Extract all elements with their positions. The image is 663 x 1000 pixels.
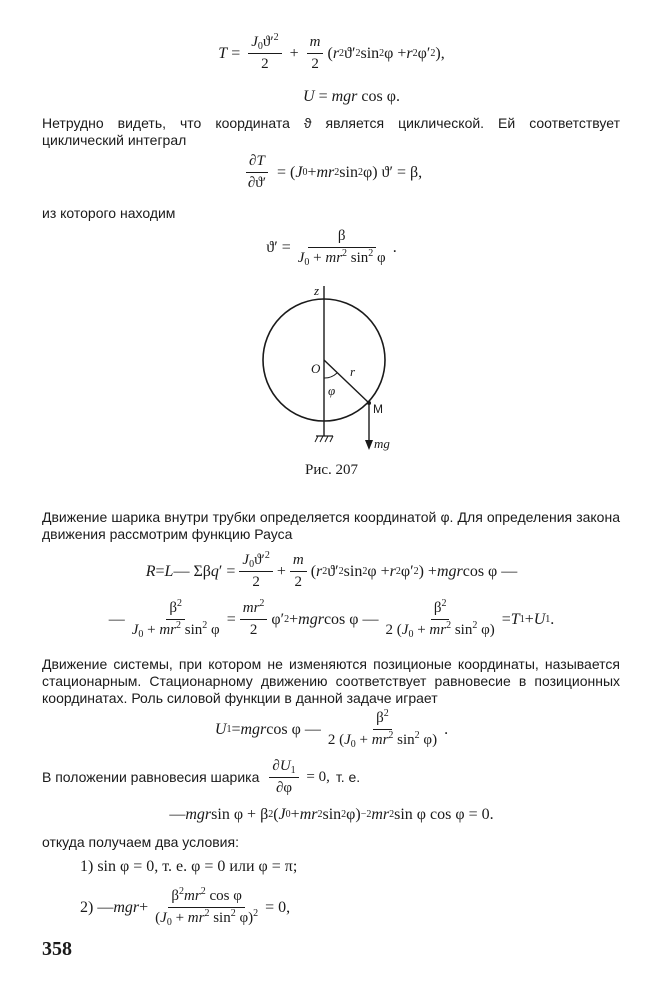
angle-label: φ [328,383,336,398]
equilibrium-prefix: В положении равновесия шарика [42,769,260,785]
paragraph-cyclic-coordinate: Нетрудно видеть, что координата ϑ является циклической. Ей соответствует циклический интеграл [42,115,620,148]
equation-derivative-zero: — mgr sin φ + β 2 ( J 0 + mr 2 sin 2 φ) −2 mr 2 sin φ cos φ = 0. [169,806,494,823]
paragraph-stationary-motion: Движение системы, при котором не изменяются позиционые координаты, называется стационарным. Стационарному движению соответствует равновесие в позиционных координатах. Роль силовой функции в данной задаче играет [42,656,620,706]
paragraph-equilibrium [42,758,620,797]
equation-condition-1: 1) sin φ = 0, т. е. φ = 0 или φ = π; [80,858,298,875]
paragraph-routh-intro: Движение шарика внутри трубки определяется координатой φ. Для определения закона движения рассмотрим функцию Рауса [42,509,620,542]
point-label: M [373,402,383,416]
figure-tube-diagram [248,278,428,458]
equilibrium-equation: $\frac{\partial U_1}{\partial\varphi}$ = 0, [265,758,329,797]
center-label: O [311,361,321,376]
equation-routh-line1: R = L — Σβ q ′ = $\frac{J_0ϑ'^2}{2}$ + $\frac{m}{2}$ ( r 2 ϑ′ 2 sin 2 φ + r 2 φ′ 2 ) + mgr cos φ — [145,550,518,590]
gravity-arrowhead [365,440,373,450]
equation-cyclic-integral: $\frac{\partial T}{\partial ϑ'}$ = ( J 0 + mr 2 sin 2 φ) ϑ′ = β, [247,153,423,191]
axis-label: z [314,283,320,298]
equation-kinetic-energy: T = $\frac{J_0ϑ'^2}{2}$ + $\frac{m}{2}$ ( r 2 ϑ′ 2 sin 2 φ + r 2 φ′ 2 ), [218,32,445,72]
equilibrium-suffix: т. е. [335,769,361,785]
radius-label: r [350,364,356,379]
equation-condition-2: 2) — mgr + $\frac{\beta^2mr^2 \cos \varphi}{(J_0 + mr^2 \sin^2 \varphi)^2}$ = 0, [80,886,291,928]
ball-point [367,401,371,405]
page-number: 358 [42,938,72,960]
paragraph-two-conditions: откуда получаем два условия: [42,834,239,850]
equation-theta-dot: ϑ′ = $\frac{\beta}{J_0 + mr^2 \sin^2 \varphi}$ . [266,228,397,268]
equation-force-function: U 1 = mgr cos φ — $\frac{\beta^2}{2 (J_0 + mr^2 \sin^2 \varphi)}$ . [214,708,449,750]
angle-arc [324,373,337,378]
paragraph-from-which: из которого находим [42,205,176,221]
figure-caption: Рис. 207 [304,462,359,478]
force-label: mg [374,436,390,451]
equation-potential-energy: U = mgr cos φ. [303,88,400,105]
equation-routh-line2: — $\frac{\beta^2}{J_0 + mr^2 \sin^2 \varphi}$ = $\frac{mr^2}{2}$ φ′ 2 + mgr cos φ — $\frac{\beta^2}{2 (J_0 + mr^2 \sin^2 \varphi)}$ = T 1 + U 1 . [108,598,555,640]
